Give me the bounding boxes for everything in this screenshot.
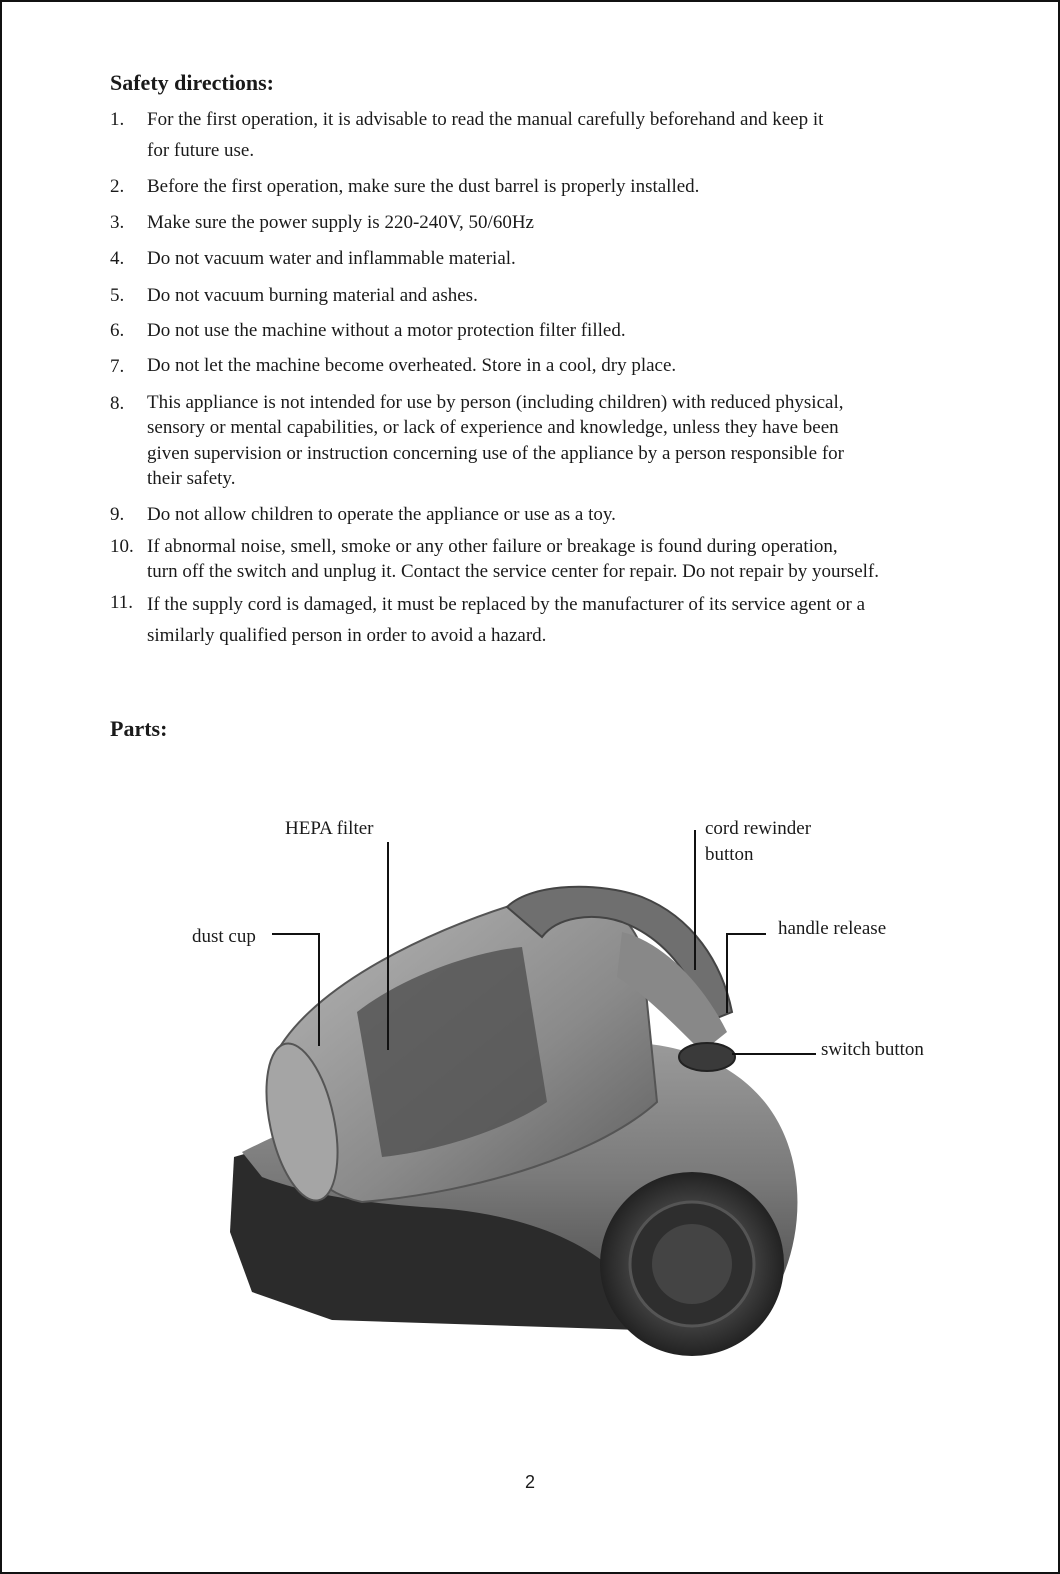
item-text: Do not vacuum burning material and ashes. (147, 285, 478, 306)
item-number: 6. (110, 320, 125, 341)
item-text: If abnormal noise, smell, smoke or any other failure or breakage is found during operation, (147, 536, 838, 557)
item-number: 10. (110, 536, 134, 557)
leader-dust-cup-v (318, 933, 320, 1046)
item-text: Before the first operation, make sure the dust barrel is properly installed. (147, 176, 700, 197)
label-cord-rewinder-line2: button (705, 844, 754, 865)
item-number: 3. (110, 212, 125, 233)
item-number: 8. (110, 393, 125, 414)
item-number: 7. (110, 356, 125, 377)
item-number: 5. (110, 285, 125, 306)
page-number: 2 (524, 1472, 535, 1492)
leader-cord-rewinder (694, 830, 696, 970)
item-text: sensory or mental capabilities, or lack of experience and knowledge, unless they have been (147, 417, 839, 439)
parts-heading: Parts: (110, 716, 168, 741)
item-number: 11. (110, 592, 134, 613)
item-text: Do not vacuum water and inflammable material. (147, 248, 516, 269)
item-text: given supervision or instruction concerning use of the appliance by a person responsible for (147, 442, 845, 464)
item-number: 4. (110, 248, 125, 269)
item-number: 9. (110, 504, 125, 525)
leader-dust-cup-h (272, 933, 320, 935)
item-text: for future use. (147, 140, 255, 161)
label-cord-rewinder-line1: cord rewinder (705, 818, 812, 839)
item-text: turn off the switch and unplug it. Contact the service center for repair. Do not repair by yourself. (147, 561, 879, 583)
wheel-hub (652, 1224, 732, 1304)
label-switch-button: switch button (821, 1039, 924, 1060)
item-text: similarly qualified person in order to avoid a hazard. (147, 625, 547, 646)
item-text: their safety. (147, 467, 236, 489)
item-number: 1. (110, 109, 125, 130)
leader-switch-button (732, 1053, 816, 1055)
leader-handle-release-h (726, 933, 766, 935)
item-text: This appliance is not intended for use by person (including children) with reduced physical, (147, 392, 844, 413)
item-text: If the supply cord is damaged, it must be replaced by the manufacturer of its service agent or a (147, 594, 866, 615)
switch-button-shape (679, 1043, 735, 1071)
vacuum-cleaner-illustration (2, 2, 1058, 1572)
item-text: For the first operation, it is advisable to read the manual carefully beforehand and keep it (147, 109, 824, 130)
item-number: 2. (110, 176, 125, 197)
label-handle-release: handle release (778, 918, 887, 939)
item-text: Do not let the machine become overheated. Store in a cool, dry place. (147, 355, 677, 376)
item-text: Make sure the power supply is 220-240V, 50/60Hz (147, 212, 534, 233)
leader-handle-release-v (726, 933, 728, 1013)
label-hepa-filter: HEPA filter (285, 818, 374, 839)
leader-hepa-filter (387, 842, 389, 1050)
label-dust-cup: dust cup (192, 926, 256, 947)
safety-heading: Safety directions: (110, 70, 274, 95)
item-text: Do not use the machine without a motor protection filter filled. (147, 320, 626, 341)
item-text: Do not allow children to operate the appliance or use as a toy. (147, 504, 616, 525)
